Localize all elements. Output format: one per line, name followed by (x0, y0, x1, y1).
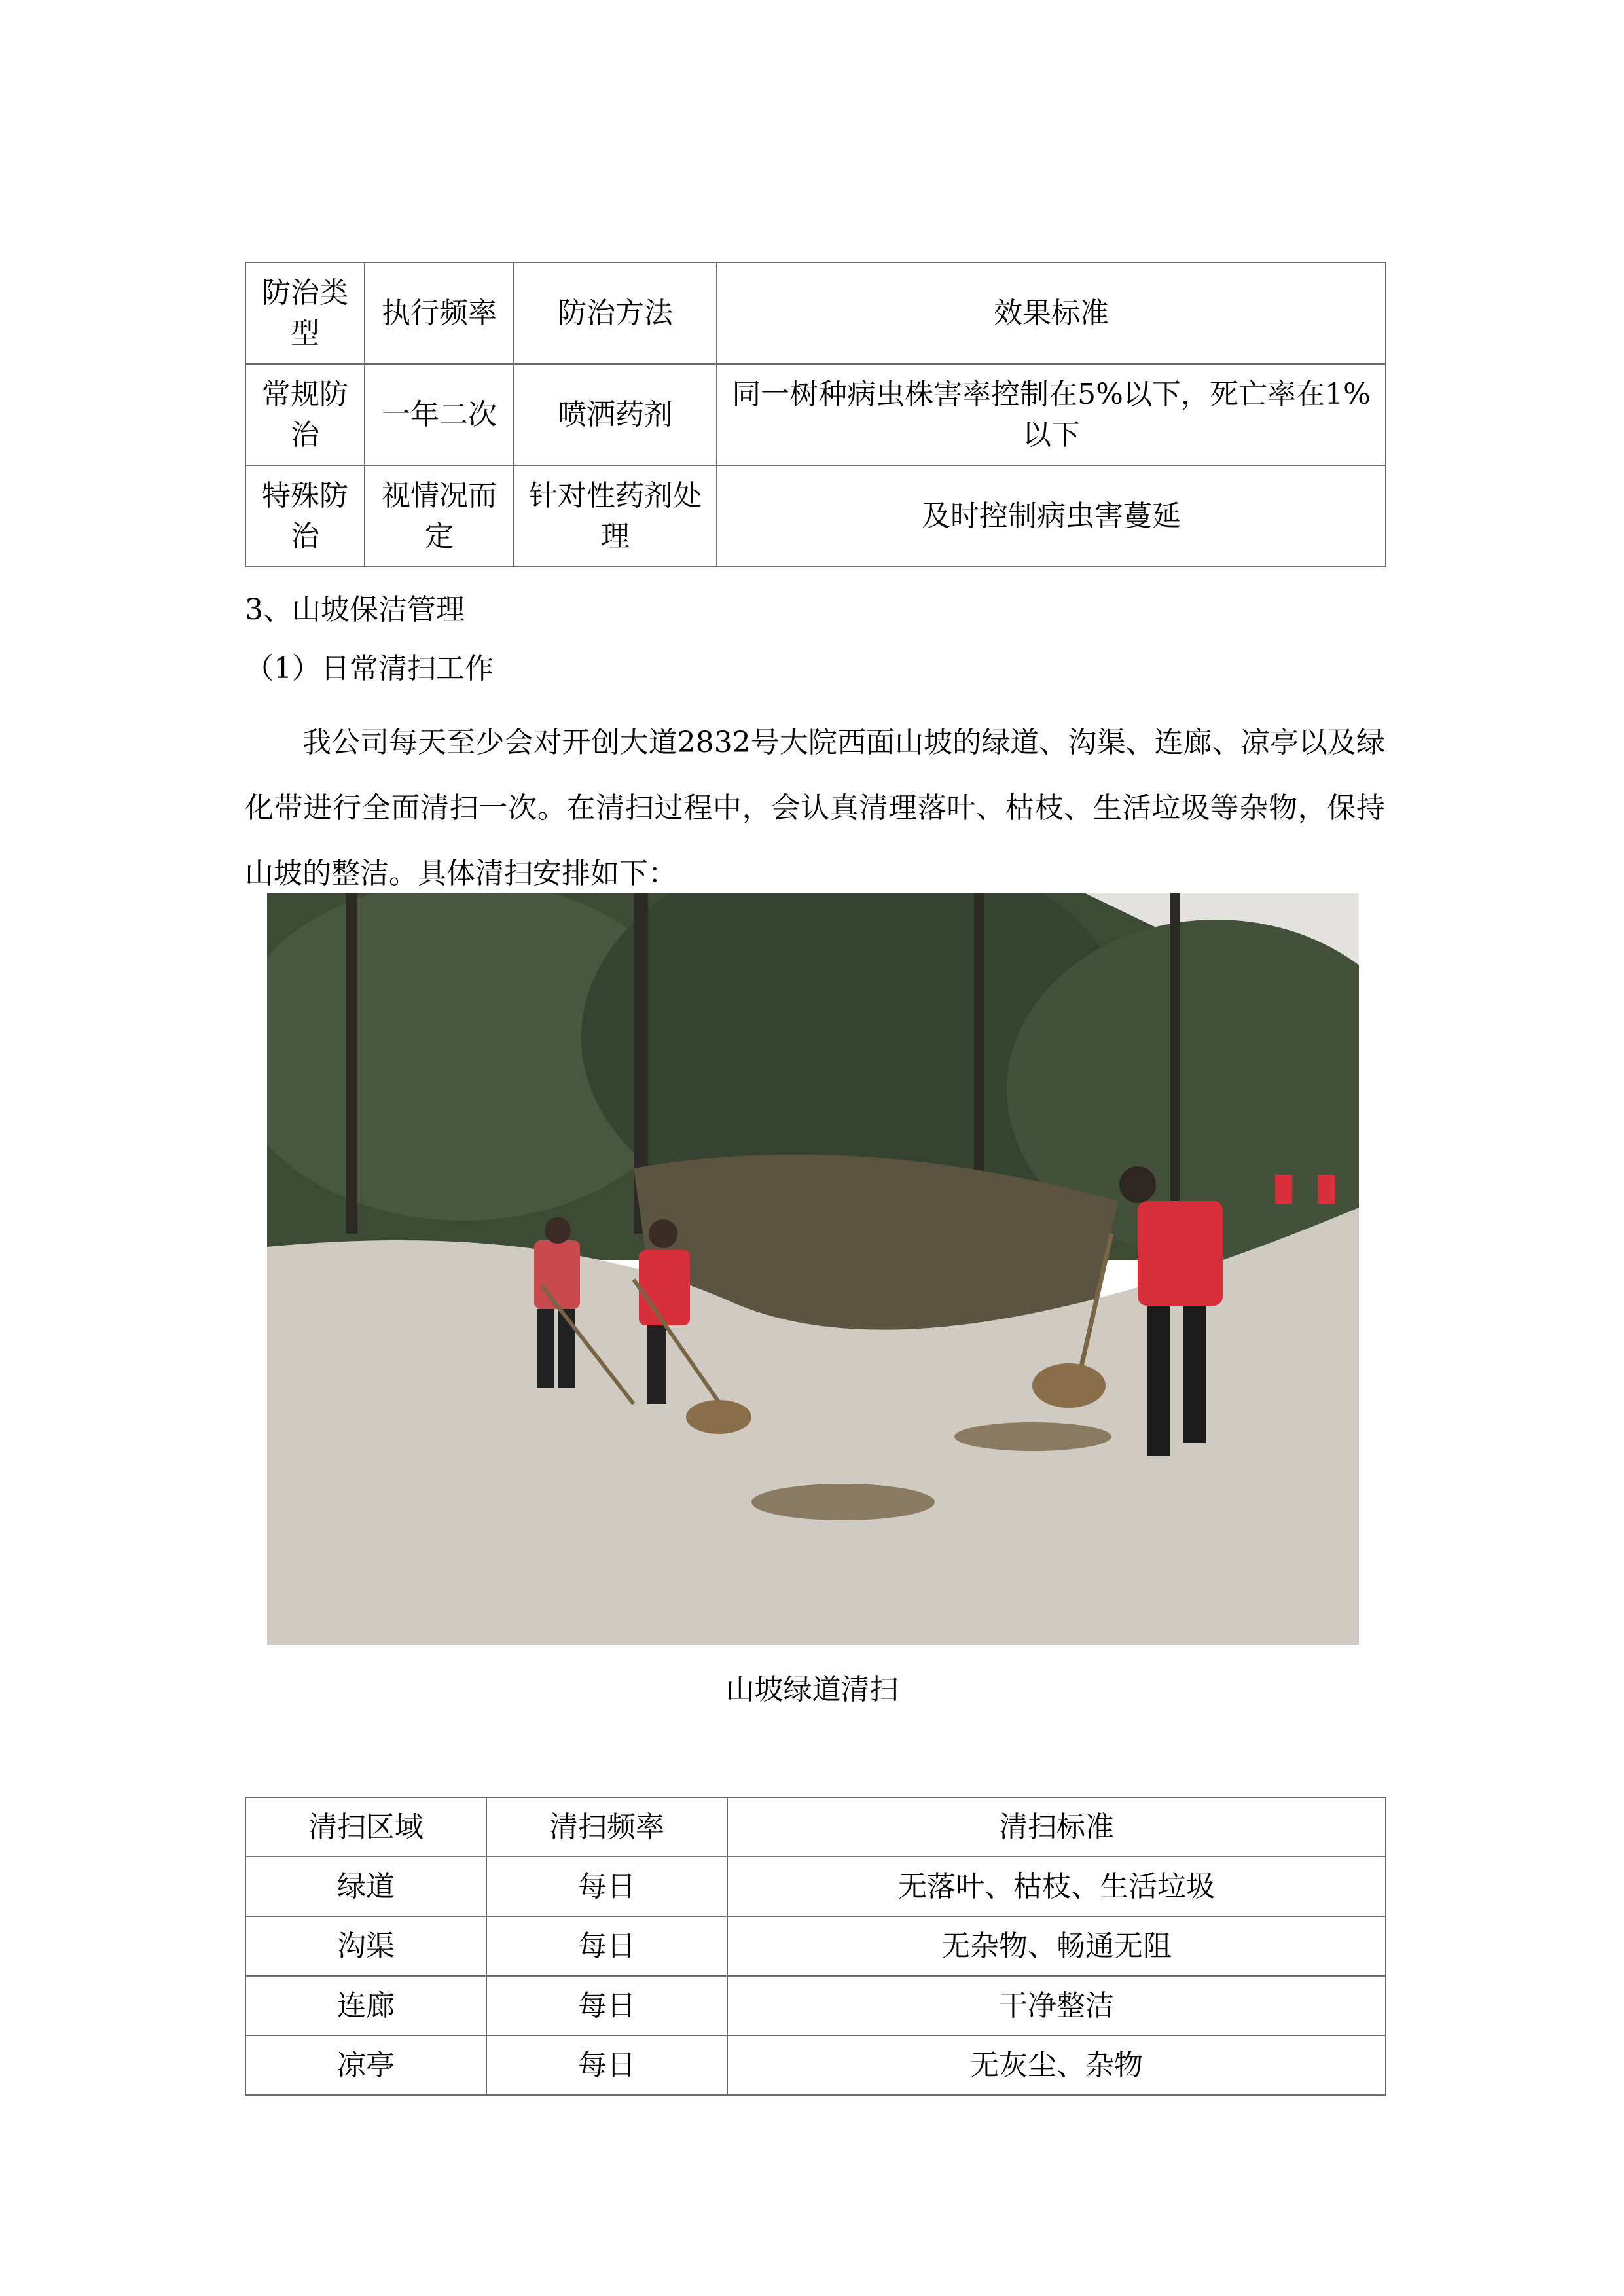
table-cell: 沟渠 (245, 1916, 486, 1976)
table-cell: 喷洒药剂 (514, 364, 717, 465)
table-header-row (245, 262, 1386, 364)
table-cell: 每日 (486, 1857, 727, 1916)
table-cell: 无杂物、畅通无阻 (727, 1916, 1386, 1976)
slope-cleaning-photo (267, 893, 1359, 1645)
table-row (245, 364, 1386, 465)
header-cell: 执行频率 (365, 262, 514, 364)
table-cell: 连廊 (245, 1976, 486, 2036)
header-cell: 防治方法 (514, 262, 717, 364)
table-row (245, 2036, 1386, 2095)
table-cell: 及时控制病虫害蔓延 (717, 465, 1386, 567)
table-cell: 针对性药剂处理 (514, 465, 717, 567)
table-cell: 无落叶、枯枝、生活垃圾 (727, 1857, 1386, 1916)
table-cell: 干净整洁 (727, 1976, 1386, 2036)
pest-control-table (245, 262, 1386, 567)
table-cell: 每日 (486, 1976, 727, 2036)
table-cell: 每日 (486, 2036, 727, 2095)
table-row (245, 1976, 1386, 2036)
table-row (245, 465, 1386, 567)
table-cell: 特殊防治 (245, 465, 365, 567)
header-cell: 效果标准 (717, 262, 1386, 364)
header-cell: 清扫标准 (727, 1797, 1386, 1857)
header-cell: 防治类型 (245, 262, 365, 364)
table-cell: 凉亭 (245, 2036, 486, 2095)
table-cell: 视情况而定 (365, 465, 514, 567)
table-row (245, 1857, 1386, 1916)
table-cell: 一年二次 (365, 364, 514, 465)
table-cell: 绿道 (245, 1857, 486, 1916)
table-header-row (245, 1797, 1386, 1857)
table-cell: 每日 (486, 1916, 727, 1976)
photo-caption: 山坡绿道清扫 (725, 1673, 899, 1706)
table-cell: 常规防治 (245, 364, 365, 465)
table-cell: 无灰尘、杂物 (727, 2036, 1386, 2095)
header-cell: 清扫区域 (245, 1797, 486, 1857)
body-paragraph: 我公司每天至少会对开创大道2832号大院西面山坡的绿道、沟渠、连廊、凉亭以及绿化带进行全面清扫一次。在清扫过程中，会认真清理落叶、枯枝、生活垃圾等杂物，保持山坡的整洁。具体清扫安排如下： (245, 726, 1385, 890)
section-heading: 3、山坡保洁管理 (245, 593, 465, 626)
header-cell: 清扫频率 (486, 1797, 727, 1857)
cleaning-schedule-table (245, 1797, 1386, 2096)
subsection-heading: （1）日常清扫工作 (245, 652, 494, 685)
table-row (245, 1916, 1386, 1976)
table-cell: 同一树种病虫株害率控制在5%以下，死亡率在1%以下 (717, 364, 1386, 465)
